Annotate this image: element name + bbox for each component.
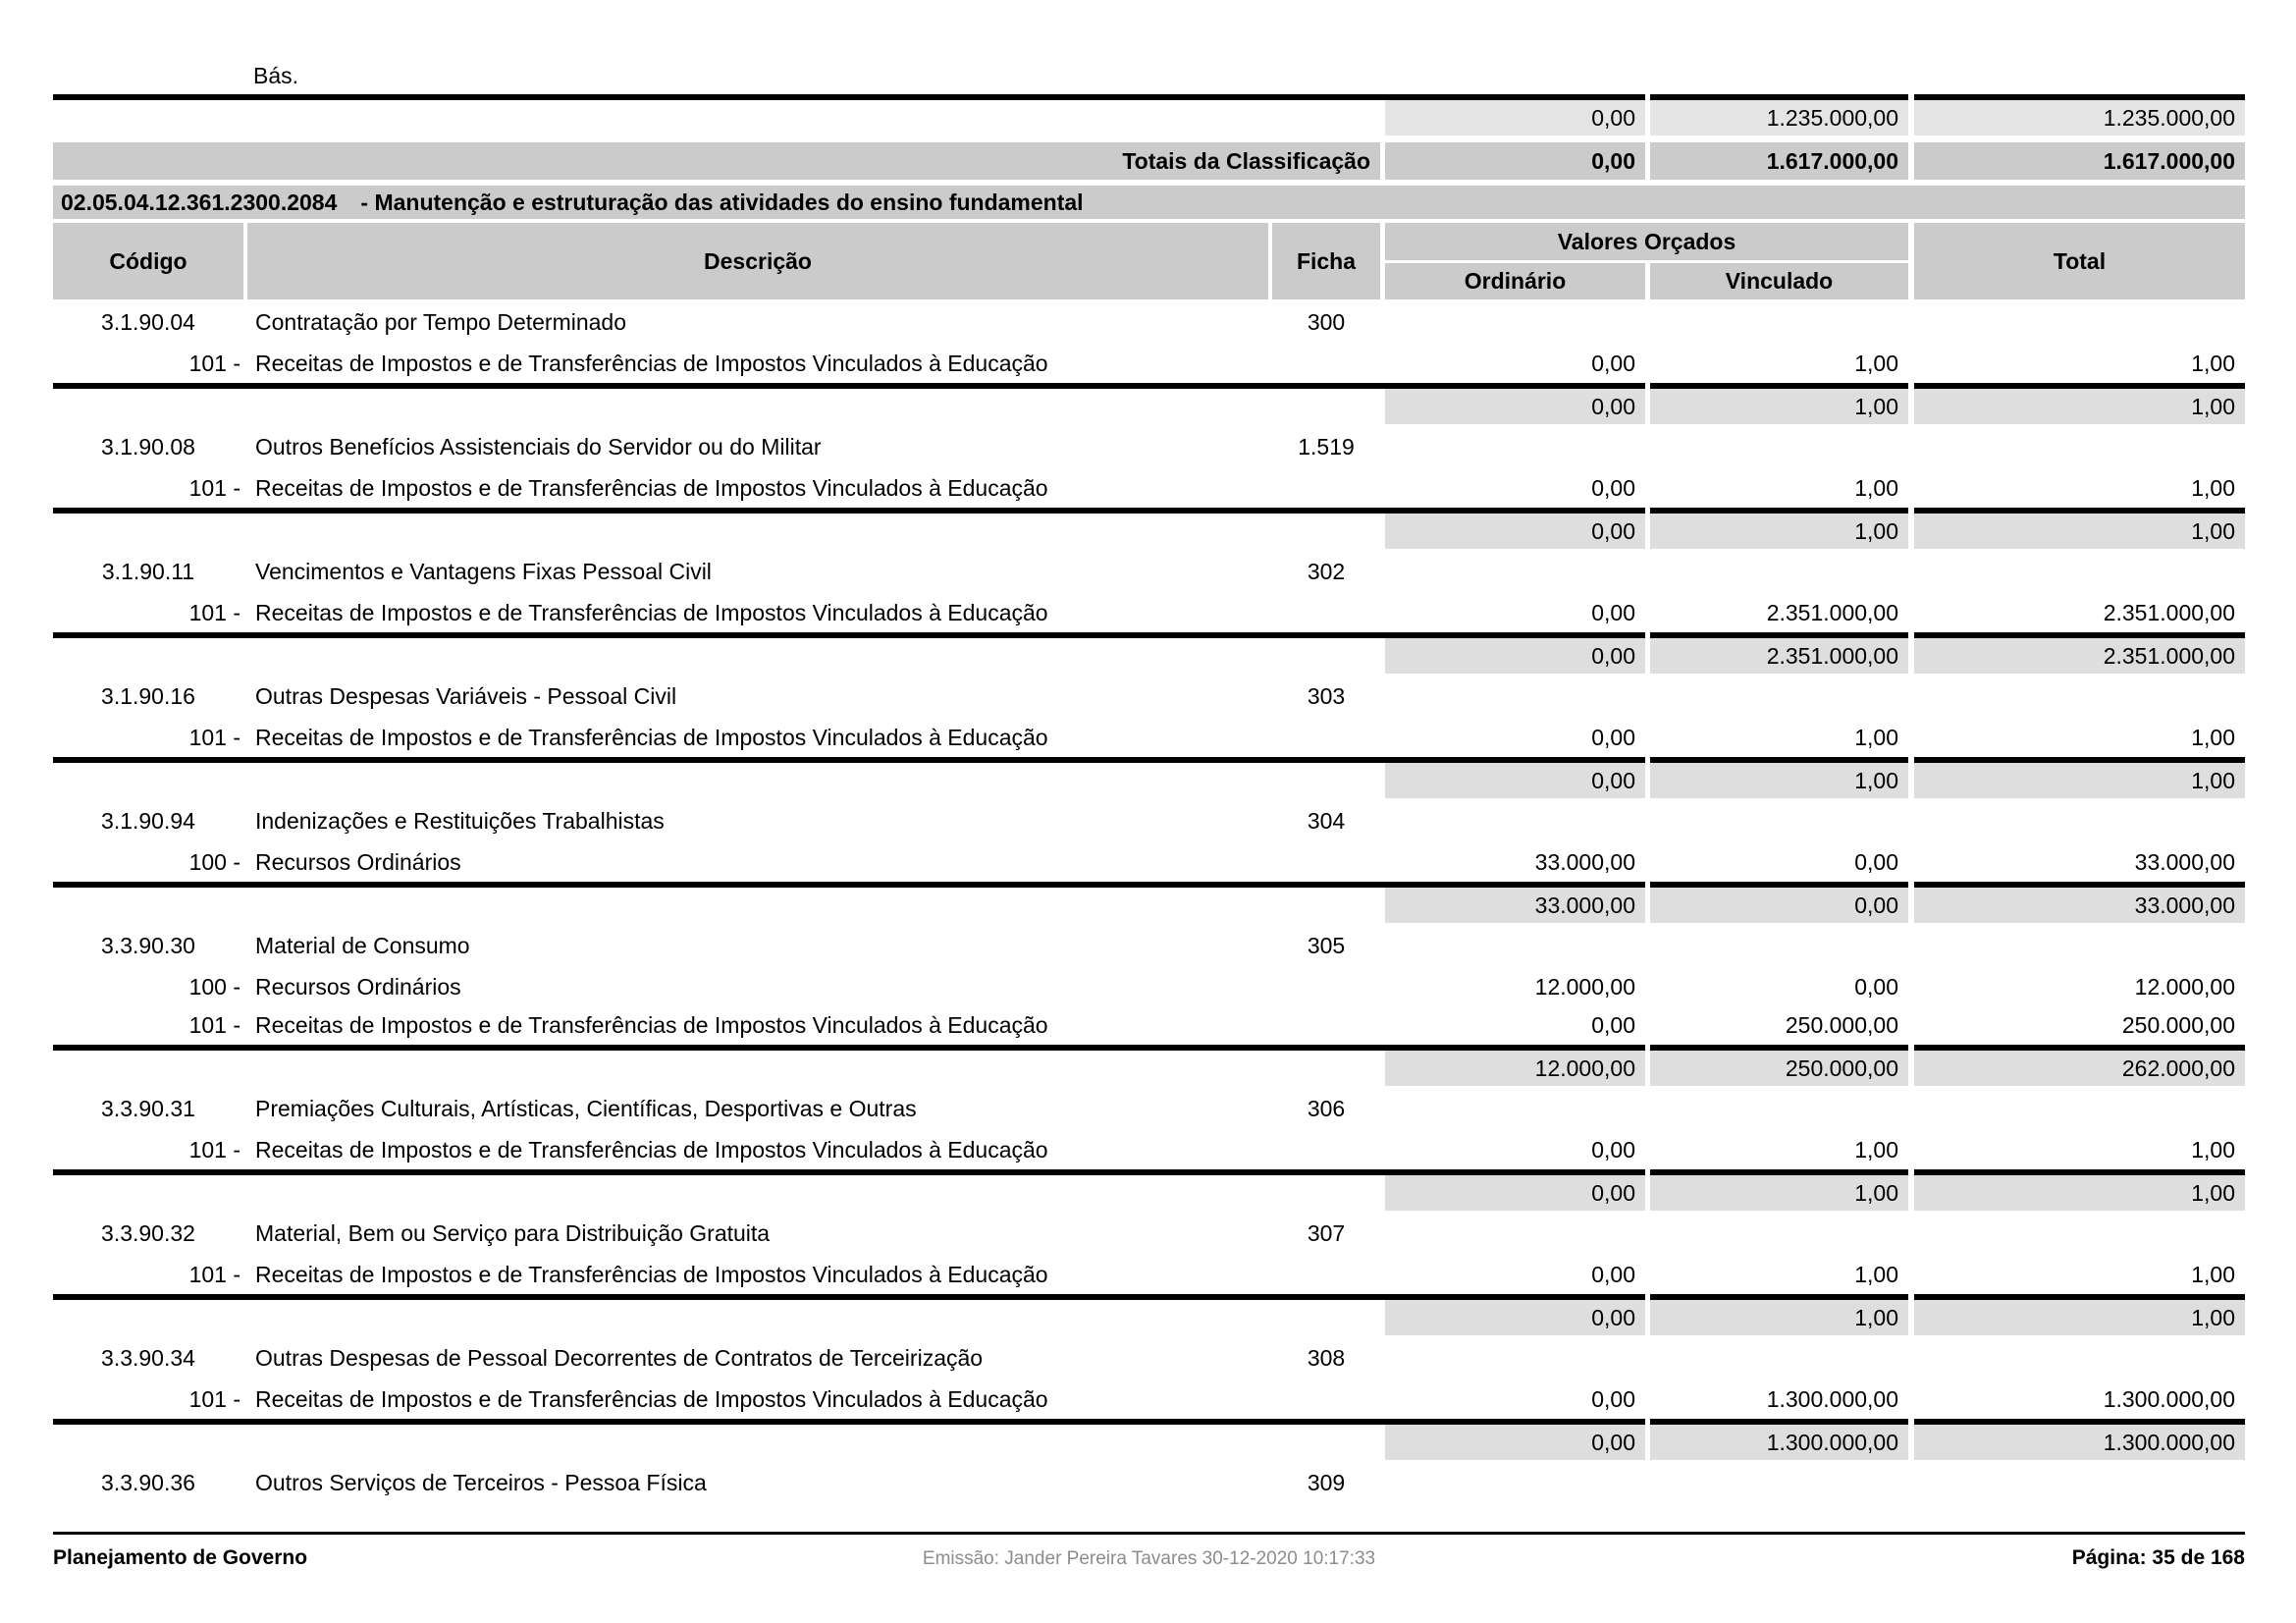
subtotal-total-value: 1,00 xyxy=(1914,1300,2245,1335)
subtotal-ordinario-value: 0,00 xyxy=(1385,389,1645,424)
detail-ordinario-value: 0,00 xyxy=(1591,351,1635,376)
detail-total-value: 1,00 xyxy=(2191,1262,2235,1287)
expense-block xyxy=(53,1335,2245,1460)
classification-totals-vinculado: 1.617.000,00 xyxy=(1650,142,1908,180)
expense-block xyxy=(53,1211,2245,1335)
ficha-number: 1.519 xyxy=(1298,433,1355,460)
resource-description: Receitas de Impostos e de Transferências de Impostos Vinculados à Educação xyxy=(255,351,1048,376)
detail-vinculado-value: 250.000,00 xyxy=(1785,1012,1898,1038)
subtotal-vinculado-value: 1,00 xyxy=(1650,389,1908,424)
ficha-number: 305 xyxy=(1307,932,1346,958)
resource-code: 101 - xyxy=(188,600,240,625)
block-subtotal-row xyxy=(53,1425,2245,1460)
subtotal-vinculado-value: 1,00 xyxy=(1650,514,1908,549)
detail-total-value: 1,00 xyxy=(2191,1137,2235,1163)
footer-report-name: Planejamento de Governo xyxy=(53,1546,308,1569)
subtotal-vinculado-value: 1.300.000,00 xyxy=(1650,1425,1908,1460)
carryover-ordinario-value: 0,00 xyxy=(1385,100,1645,135)
classification-totals-row xyxy=(53,142,2245,180)
subtotal-total-value: 1.300.000,00 xyxy=(1914,1425,2245,1460)
detail-total-value: 1,00 xyxy=(2191,351,2235,376)
subtotal-vinculado-value: 1,00 xyxy=(1650,1300,1908,1335)
column-header-vinculado: Vinculado xyxy=(1650,263,1908,299)
resource-code: 101 - xyxy=(188,1386,240,1412)
subtotal-ordinario-value: 0,00 xyxy=(1385,638,1645,674)
expense-code: 3.1.90.04 xyxy=(101,308,195,335)
expense-description: Material, Bem ou Serviço para Distribuição Gratuita xyxy=(255,1219,771,1246)
subtotal-total-value: 1,00 xyxy=(1914,1175,2245,1211)
resource-code: 101 - xyxy=(188,1262,240,1287)
detail-total-value: 250.000,00 xyxy=(2121,1012,2235,1038)
classification-totals-label: Totais da Classificação xyxy=(53,142,1380,180)
detail-total-value: 1,00 xyxy=(2191,725,2235,750)
table-header xyxy=(53,223,2245,299)
resource-description: Receitas de Impostos e de Transferências de Impostos Vinculados à Educação xyxy=(255,600,1048,625)
expense-block xyxy=(53,923,2245,1086)
expense-block xyxy=(53,674,2245,798)
carryover-total-value: 1.235.000,00 xyxy=(1914,100,2245,135)
resource-code: 101 - xyxy=(188,1137,240,1163)
resource-description: Receitas de Impostos e de Transferências de Impostos Vinculados à Educação xyxy=(255,725,1048,750)
subtotal-vinculado-value: 1,00 xyxy=(1650,1175,1908,1211)
detail-vinculado-value: 1,00 xyxy=(1854,725,1898,750)
subtotal-total-value: 1,00 xyxy=(1914,763,2245,798)
classification-totals-total: 1.617.000,00 xyxy=(1914,142,2245,180)
resource-description: Receitas de Impostos e de Transferências de Impostos Vinculados à Educação xyxy=(255,1386,1048,1412)
expense-code: 3.1.90.16 xyxy=(101,682,195,709)
subtotal-vinculado-value: 1,00 xyxy=(1650,763,1908,798)
column-header-codigo: Código xyxy=(53,223,243,299)
detail-vinculado-value: 1,00 xyxy=(1854,1262,1898,1287)
block-subtotal-row xyxy=(53,1051,2245,1086)
detail-vinculado-value: 2.351.000,00 xyxy=(1766,600,1898,625)
block-subtotal-row xyxy=(53,1175,2245,1211)
section-code: 02.05.04.12.361.2300.2084 xyxy=(61,189,338,215)
detail-total-value: 33.000,00 xyxy=(2134,849,2235,875)
subtotal-ordinario-value: 0,00 xyxy=(1385,1175,1645,1211)
detail-vinculado-value: 1,00 xyxy=(1854,351,1898,376)
detail-ordinario-value: 0,00 xyxy=(1591,725,1635,750)
ficha-number: 306 xyxy=(1307,1095,1346,1121)
carryover-subtotal-row xyxy=(53,100,2245,135)
footer-emission-info: Emissão: Jander Pereira Tavares 30-12-2020 10:17:33 xyxy=(922,1548,1376,1569)
block-subtotal-row xyxy=(53,888,2245,923)
expense-description: Material de Consumo xyxy=(255,932,470,958)
column-header-ordinario: Ordinário xyxy=(1385,263,1645,299)
block-subtotal-row xyxy=(53,389,2245,424)
resource-code: 100 - xyxy=(188,849,240,875)
block-subtotal-row xyxy=(53,763,2245,798)
ficha-number: 303 xyxy=(1307,682,1346,709)
expense-block xyxy=(53,549,2245,674)
subtotal-total-value: 1,00 xyxy=(1914,389,2245,424)
subtotal-total-value: 33.000,00 xyxy=(1914,888,2245,923)
subtotal-ordinario-value: 33.000,00 xyxy=(1385,888,1645,923)
page-footer xyxy=(53,1535,2245,1570)
detail-vinculado-value: 0,00 xyxy=(1854,974,1898,1000)
section-title: - Manutenção e estruturação das atividades do ensino fundamental xyxy=(360,189,1084,215)
ficha-number: 308 xyxy=(1307,1344,1346,1371)
detail-vinculado-value: 0,00 xyxy=(1854,849,1898,875)
column-header-ficha: Ficha xyxy=(1272,223,1380,299)
detail-ordinario-value: 0,00 xyxy=(1591,1012,1635,1038)
ficha-number: 309 xyxy=(1307,1469,1346,1495)
detail-total-value: 2.351.000,00 xyxy=(2103,600,2235,625)
detail-ordinario-value: 0,00 xyxy=(1591,600,1635,625)
subtotal-vinculado-value: 0,00 xyxy=(1650,888,1908,923)
expense-description: Outras Despesas Variáveis - Pessoal Civil xyxy=(255,682,677,709)
subtotal-total-value: 2.351.000,00 xyxy=(1914,638,2245,674)
expense-description: Outras Despesas de Pessoal Decorrentes de Contratos de Terceirização xyxy=(255,1344,984,1371)
ficha-number: 307 xyxy=(1307,1219,1346,1246)
subtotal-vinculado-value: 2.351.000,00 xyxy=(1650,638,1908,674)
detail-total-value: 1,00 xyxy=(2191,475,2235,501)
expense-code: 3.3.90.30 xyxy=(101,932,195,958)
resource-code: 100 - xyxy=(188,974,240,1000)
expense-code: 3.1.90.94 xyxy=(101,807,195,834)
block-subtotal-row xyxy=(53,514,2245,549)
resource-description: Receitas de Impostos e de Transferências de Impostos Vinculados à Educação xyxy=(255,1012,1048,1038)
subtotal-total-value: 262.000,00 xyxy=(1914,1051,2245,1086)
expense-code: 3.3.90.32 xyxy=(101,1219,195,1246)
expense-description: Contratação por Tempo Determinado xyxy=(255,308,627,335)
resource-code: 101 - xyxy=(188,351,240,376)
detail-vinculado-value: 1.300.000,00 xyxy=(1766,1386,1898,1412)
subtotal-vinculado-value: 250.000,00 xyxy=(1650,1051,1908,1086)
expense-description: Indenizações e Restituições Trabalhistas xyxy=(255,807,665,834)
column-header-valores-orcados: Valores Orçados xyxy=(1385,223,1908,260)
subtotal-ordinario-value: 0,00 xyxy=(1385,514,1645,549)
expense-code: 3.3.90.36 xyxy=(101,1469,195,1495)
classification-totals-ordinario: 0,00 xyxy=(1385,142,1645,180)
detail-ordinario-value: 0,00 xyxy=(1591,1137,1635,1163)
carryover-vinculado-value: 1.235.000,00 xyxy=(1650,100,1908,135)
expense-block xyxy=(53,1460,2245,1505)
block-subtotal-row xyxy=(53,638,2245,674)
expense-block xyxy=(53,299,2245,424)
expense-code: 3.1.90.08 xyxy=(101,433,195,460)
subtotal-total-value: 1,00 xyxy=(1914,514,2245,549)
column-header-descricao: Descrição xyxy=(247,223,1268,299)
resource-code: 101 - xyxy=(188,725,240,750)
expense-description: Vencimentos e Vantagens Fixas Pessoal Civil xyxy=(255,558,712,584)
subtotal-ordinario-value: 12.000,00 xyxy=(1385,1051,1645,1086)
expense-description: Outros Serviços de Terceiros - Pessoa Física xyxy=(255,1469,707,1495)
detail-ordinario-value: 0,00 xyxy=(1591,475,1635,501)
ficha-number: 304 xyxy=(1307,807,1346,834)
column-header-total: Total xyxy=(1914,223,2245,299)
detail-ordinario-value: 0,00 xyxy=(1591,1386,1635,1412)
detail-total-value: 12.000,00 xyxy=(2134,974,2235,1000)
expense-code: 3.1.90.11 xyxy=(101,558,195,584)
resource-code: 101 - xyxy=(188,1012,240,1038)
footer-page-number: Página: 35 de 168 xyxy=(2071,1546,2245,1569)
expense-block xyxy=(53,424,2245,549)
carryover-description-fragment: Bás. xyxy=(253,63,299,88)
resource-description: Receitas de Impostos e de Transferências de Impostos Vinculados à Educação xyxy=(255,1137,1048,1163)
ficha-number: 300 xyxy=(1307,308,1346,335)
expense-code: 3.3.90.34 xyxy=(101,1344,195,1371)
subtotal-ordinario-value: 0,00 xyxy=(1385,1300,1645,1335)
expense-block xyxy=(53,798,2245,923)
detail-total-value: 1.300.000,00 xyxy=(2103,1386,2235,1412)
expense-code: 3.3.90.31 xyxy=(101,1095,195,1121)
resource-code: 101 - xyxy=(188,475,240,501)
block-subtotal-row xyxy=(53,1300,2245,1335)
resource-description: Receitas de Impostos e de Transferências de Impostos Vinculados à Educação xyxy=(255,1262,1048,1287)
section-header-bar xyxy=(53,186,2245,219)
detail-vinculado-value: 1,00 xyxy=(1854,1137,1898,1163)
detail-ordinario-value: 33.000,00 xyxy=(1534,849,1635,875)
detail-ordinario-value: 12.000,00 xyxy=(1534,974,1635,1000)
subtotal-ordinario-value: 0,00 xyxy=(1385,763,1645,798)
expense-block xyxy=(53,1086,2245,1211)
resource-description: Recursos Ordinários xyxy=(255,974,461,1000)
expense-description: Outros Benefícios Assistenciais do Servidor ou do Militar xyxy=(255,433,822,460)
detail-vinculado-value: 1,00 xyxy=(1854,475,1898,501)
subtotal-ordinario-value: 0,00 xyxy=(1385,1425,1645,1460)
resource-description: Receitas de Impostos e de Transferências de Impostos Vinculados à Educação xyxy=(255,475,1048,501)
detail-ordinario-value: 0,00 xyxy=(1591,1262,1635,1287)
expense-description: Premiações Culturais, Artísticas, Científicas, Desportivas e Outras xyxy=(255,1095,917,1121)
resource-description: Recursos Ordinários xyxy=(255,849,461,875)
ficha-number: 302 xyxy=(1307,558,1346,584)
